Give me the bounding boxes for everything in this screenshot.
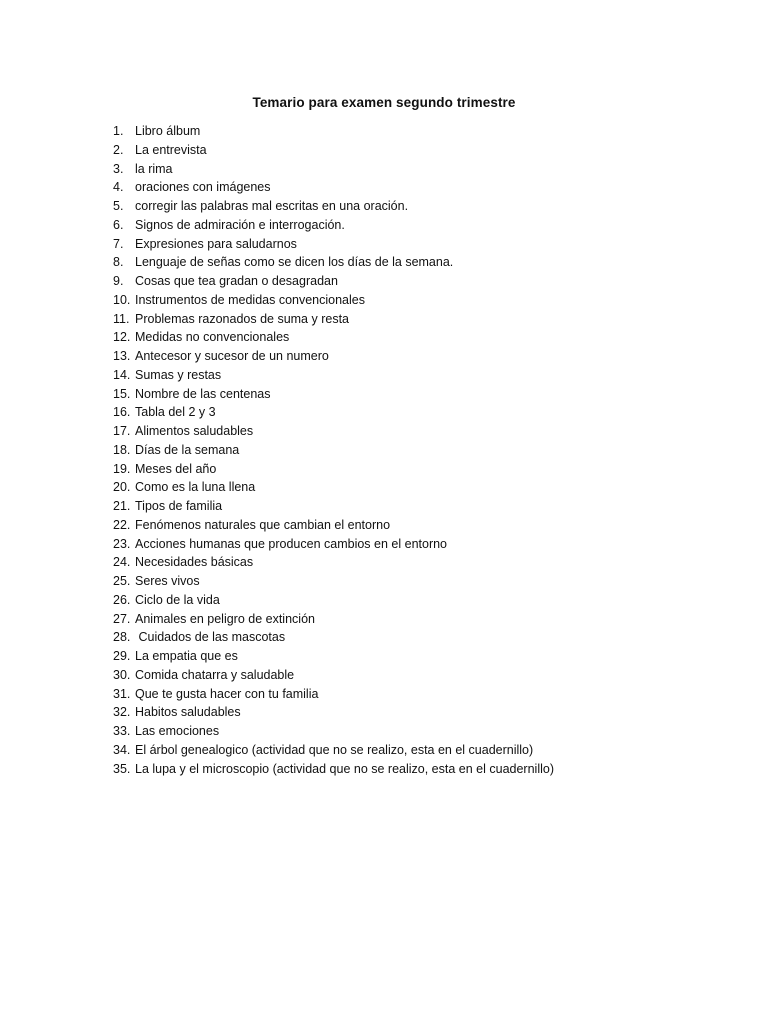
- topic-number: 10.: [113, 292, 131, 307]
- topic-item: [113, 403, 733, 422]
- topic-number: 29.: [113, 649, 131, 663]
- topic-number: 16.: [113, 405, 131, 420]
- topic-text: Meses del año: [135, 461, 217, 476]
- topic-item: [113, 760, 733, 779]
- topic-number: 28.: [113, 630, 131, 645]
- topic-number: 30.: [113, 667, 131, 682]
- topic-text: La empatia que es: [135, 649, 238, 663]
- topic-text: Libro álbum: [135, 124, 201, 138]
- topic-number: 14.: [113, 367, 131, 382]
- topic-number: 20.: [113, 480, 131, 495]
- topic-text: Comida chatarra y saludable: [135, 667, 295, 682]
- topic-number: 1.: [113, 124, 124, 138]
- topic-text: Necesidades básicas: [135, 555, 254, 570]
- topic-text: Antecesor y sucesor de un numero: [135, 349, 329, 363]
- topic-number: 26.: [113, 592, 131, 607]
- topic-list: [113, 122, 733, 778]
- topic-item: [113, 385, 733, 404]
- topic-text: Seres vivos: [135, 574, 200, 588]
- topic-text: Acciones humanas que producen cambios en el entorno: [135, 536, 448, 551]
- topic-item: [113, 703, 733, 722]
- topic-item: [113, 516, 733, 535]
- topic-text: Cuidados de las mascotas: [135, 630, 286, 645]
- topic-text: Animales en peligro de extinción: [135, 611, 315, 626]
- topic-text: Cosas que tea gradan o desagradan: [135, 274, 338, 288]
- topic-item: [113, 572, 733, 591]
- topic-item: [113, 141, 733, 160]
- topic-item: [113, 441, 733, 460]
- topic-number: 7.: [113, 236, 124, 251]
- topic-number: 23.: [113, 536, 131, 551]
- topic-item: [113, 291, 733, 310]
- topic-item: [113, 666, 733, 685]
- topic-number: 32.: [113, 705, 131, 720]
- topic-text: Problemas razonados de suma y resta: [135, 311, 349, 326]
- topic-item: [113, 310, 733, 329]
- topic-text: Tabla del 2 y 3: [135, 405, 216, 420]
- topic-number: 35.: [113, 761, 131, 776]
- topic-number: 5.: [113, 199, 124, 213]
- topic-text: Instrumentos de medidas convencionales: [135, 292, 365, 307]
- topic-item: [113, 366, 733, 385]
- topic-number: 33.: [113, 724, 131, 738]
- topic-item: [113, 197, 733, 216]
- topic-item: [113, 535, 733, 554]
- topic-item: [113, 722, 733, 741]
- topic-item: [113, 253, 733, 272]
- topic-item: [113, 553, 733, 572]
- topic-item: [113, 460, 733, 479]
- topic-text: Expresiones para saludarnos: [135, 236, 297, 251]
- topic-item: [113, 628, 733, 647]
- topic-number: 8.: [113, 255, 124, 270]
- topic-text: El árbol genealogico (actividad que no se realizo, esta en el cuadernillo): [135, 742, 534, 757]
- topic-text: La entrevista: [135, 142, 207, 157]
- topic-number: 34.: [113, 742, 131, 757]
- topic-number: 12.: [113, 330, 131, 345]
- topic-text: Nombre de las centenas: [135, 386, 271, 401]
- topic-number: 17.: [113, 424, 131, 438]
- topic-item: [113, 235, 733, 254]
- topic-text: Tipos de familia: [135, 499, 223, 513]
- topic-text: Lenguaje de señas como se dicen los días de la semana.: [135, 255, 454, 270]
- topic-number: 19.: [113, 461, 131, 476]
- topic-number: 11.: [113, 311, 130, 326]
- topic-item: [113, 272, 733, 291]
- topic-item: [113, 422, 733, 441]
- topic-text: corregir las palabras mal escritas en una oración.: [135, 199, 409, 213]
- topic-number: 3.: [113, 161, 124, 176]
- topic-number: 13.: [113, 349, 131, 363]
- topic-item: [113, 591, 733, 610]
- topic-number: 2.: [113, 142, 124, 157]
- topic-item: [113, 741, 733, 760]
- topic-item: [113, 122, 733, 141]
- topic-text: Signos de admiración e interrogación.: [135, 217, 345, 232]
- topic-text: Habitos saludables: [135, 705, 241, 720]
- topic-number: 9.: [113, 274, 124, 288]
- topic-number: 15.: [113, 386, 131, 401]
- topic-text: la rima: [135, 161, 173, 176]
- topic-number: 6.: [113, 217, 124, 232]
- topic-number: 24.: [113, 555, 131, 570]
- topic-number: 21.: [113, 499, 131, 513]
- topic-item: [113, 216, 733, 235]
- topic-text: oraciones con imágenes: [135, 180, 271, 195]
- topic-number: 27.: [113, 611, 131, 626]
- topic-item: [113, 178, 733, 197]
- topic-item: [113, 160, 733, 179]
- document-title: Temario para examen segundo trimestre: [252, 95, 516, 110]
- topic-text: Medidas no convencionales: [135, 330, 290, 345]
- topic-number: 18.: [113, 442, 131, 457]
- topic-text: Las emociones: [135, 724, 220, 738]
- topic-number: 22.: [113, 517, 131, 532]
- topic-item: [113, 497, 733, 516]
- topic-item: [113, 610, 733, 629]
- topic-number: 31.: [113, 686, 131, 701]
- topic-item: [113, 347, 733, 366]
- topic-text: Días de la semana: [135, 442, 240, 457]
- topic-text: Que te gusta hacer con tu familia: [135, 686, 319, 701]
- topic-number: 4.: [113, 180, 124, 195]
- topic-text: Sumas y restas: [135, 367, 222, 382]
- topic-text: Fenómenos naturales que cambian el entorno: [135, 517, 391, 532]
- topic-text: Alimentos saludables: [135, 424, 254, 438]
- topic-text: Como es la luna llena: [135, 480, 256, 495]
- topic-text: La lupa y el microscopio (actividad que no se realizo, esta en el cuadernillo): [135, 761, 554, 776]
- topic-item: [113, 685, 733, 704]
- topic-item: [113, 647, 733, 666]
- topic-item: [113, 328, 733, 347]
- topic-number: 25.: [113, 574, 131, 588]
- topic-text: Ciclo de la vida: [135, 592, 220, 607]
- topic-item: [113, 478, 733, 497]
